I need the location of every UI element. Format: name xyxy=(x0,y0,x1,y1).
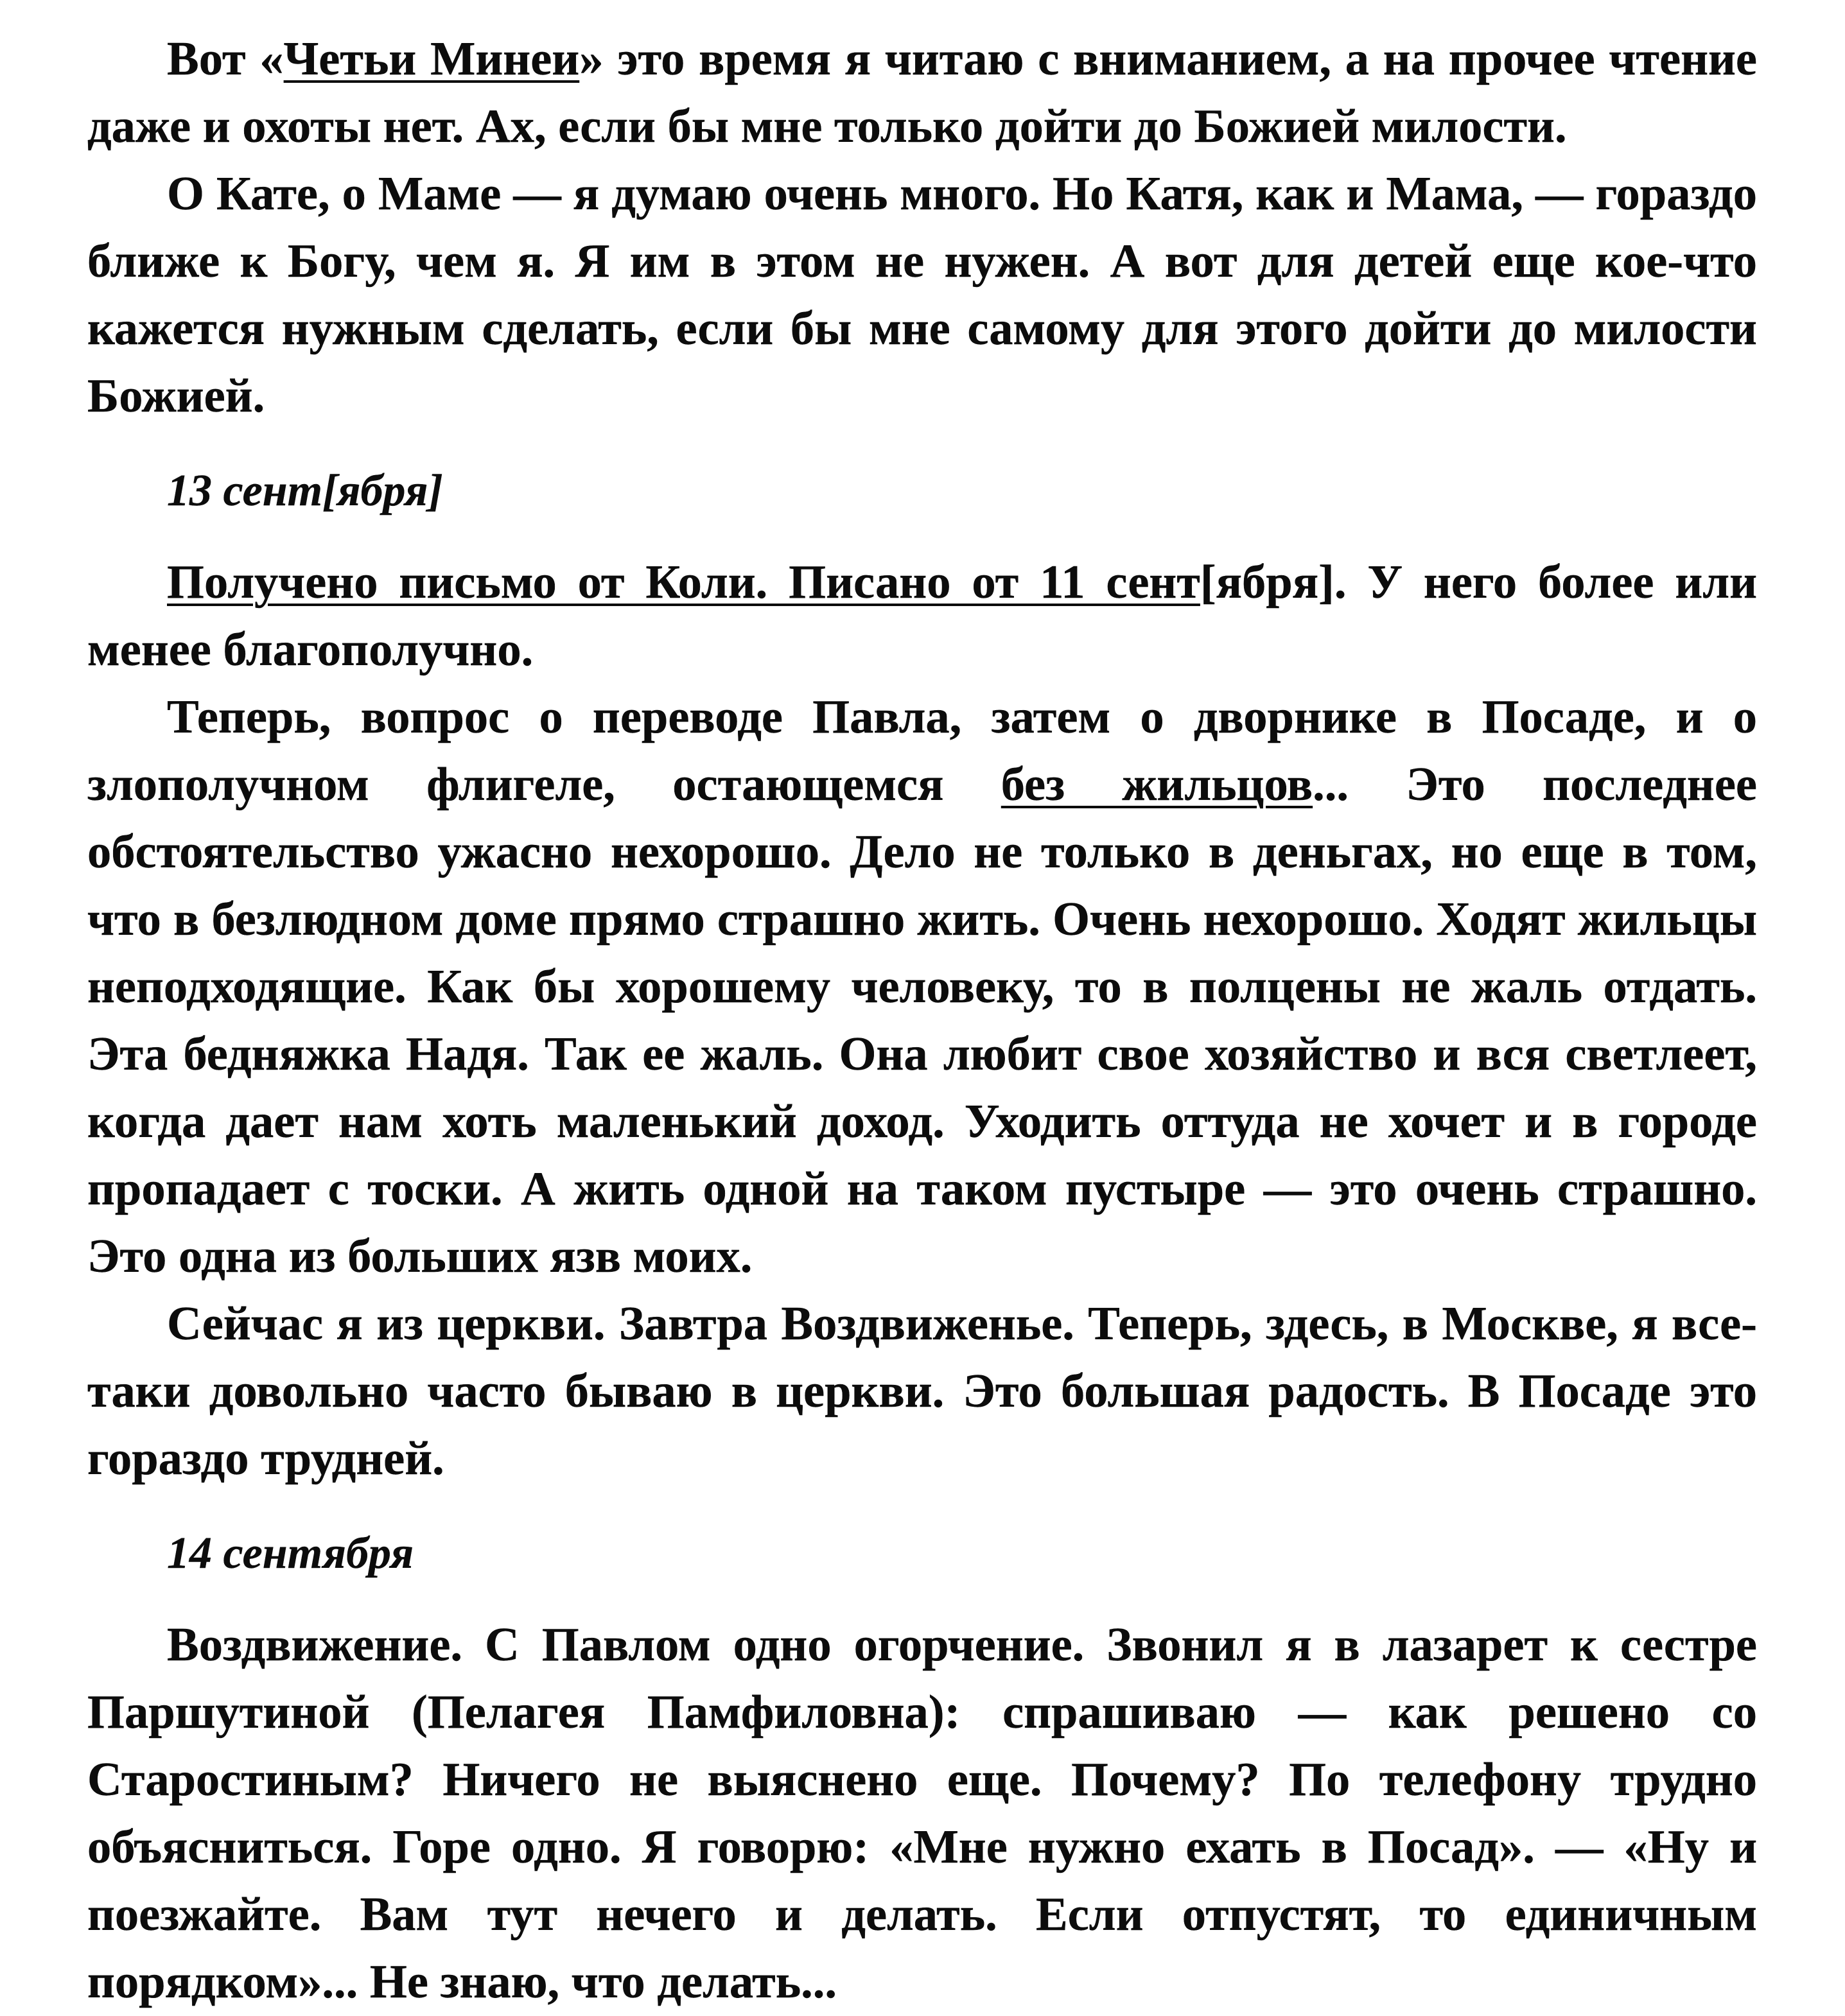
paragraph-3-post: [ября]. У него более или менее благополучно. xyxy=(87,556,1757,676)
paragraph-4 xyxy=(87,684,1757,1290)
paragraph-4-post: ... Это последнее обстоятельство ужасно нехорошо. Дело не только в деньгах, но еще в том, что в безлюдном доме прямо страшно жить. Очень нехорошо. Ходят жильцы неподходящие. Как бы хорошему человеку, то в полцены не жаль отдать. Эта бедняжка Надя. Так ее жаль. Она любит свое хозяйство и вся светлеет, когда дает нам хоть маленький доход. Уходить оттуда не хочет и в городе пропадает с тоски. А жить одной на таком пустыре — это очень страшно. Это одна из больших язв моих. xyxy=(87,758,1757,1283)
document-page xyxy=(87,26,1757,2016)
paragraph-1-pre: Вот « xyxy=(167,33,284,85)
paragraph-4-underlined: без жильцов xyxy=(1001,758,1313,811)
paragraph-1 xyxy=(87,26,1757,161)
paragraph-5: Сейчас я из церкви. Завтра Воздвиженье. Теперь, здесь, в Москве, я все-таки довольно часто бываю в церкви. Это большая радость. В Посаде это гораздо трудней. xyxy=(87,1298,1757,1485)
paragraph-2: О Кате, о Маме — я думаю очень много. Но Катя, как и Мама, — гораздо ближе к Богу, чем я. Я им в этом не нужен. А вот для детей еще кое-что кажется нужным сделать, если бы мне самому для этого дойти до милости Божией. xyxy=(87,168,1757,422)
date-heading-14-september: 14 сентября xyxy=(167,1529,414,1578)
paragraph-6: Воздвижение. С Павлом одно огорчение. Звонил я в лазарет к сестре Паршутиной (Пелагея Памфиловна): спрашиваю — как решено со Старостиным? Ничего не выяснено еще. Почему? По телефону трудно объясниться. Горе одно. Я говорю: «Мне нужно ехать в Посад». — «Ну и поезжайте. Вам тут нечего и делать. Если отпустят, то единичным порядком»... Не знаю, что делать... xyxy=(87,1619,1757,2008)
paragraph-1-post: » это время я читаю с вниманием, а на прочее чтение даже и охоты нет. Ах, если бы мне только дойти до Божией милости. xyxy=(87,33,1757,153)
date-heading-13-september: 13 сент[ября] xyxy=(167,466,443,516)
title-reference-underlined: Четьи Минеи xyxy=(283,33,580,85)
paragraph-3-underlined: Получено письмо от Коли. Писано от 11 сент xyxy=(167,556,1200,609)
paragraph-4-pre: Теперь, вопрос о переводе Павла, затем о дворнике в Посаде, и о злополучном флигеле, остающемся xyxy=(87,691,1757,811)
paragraph-3 xyxy=(87,549,1757,684)
